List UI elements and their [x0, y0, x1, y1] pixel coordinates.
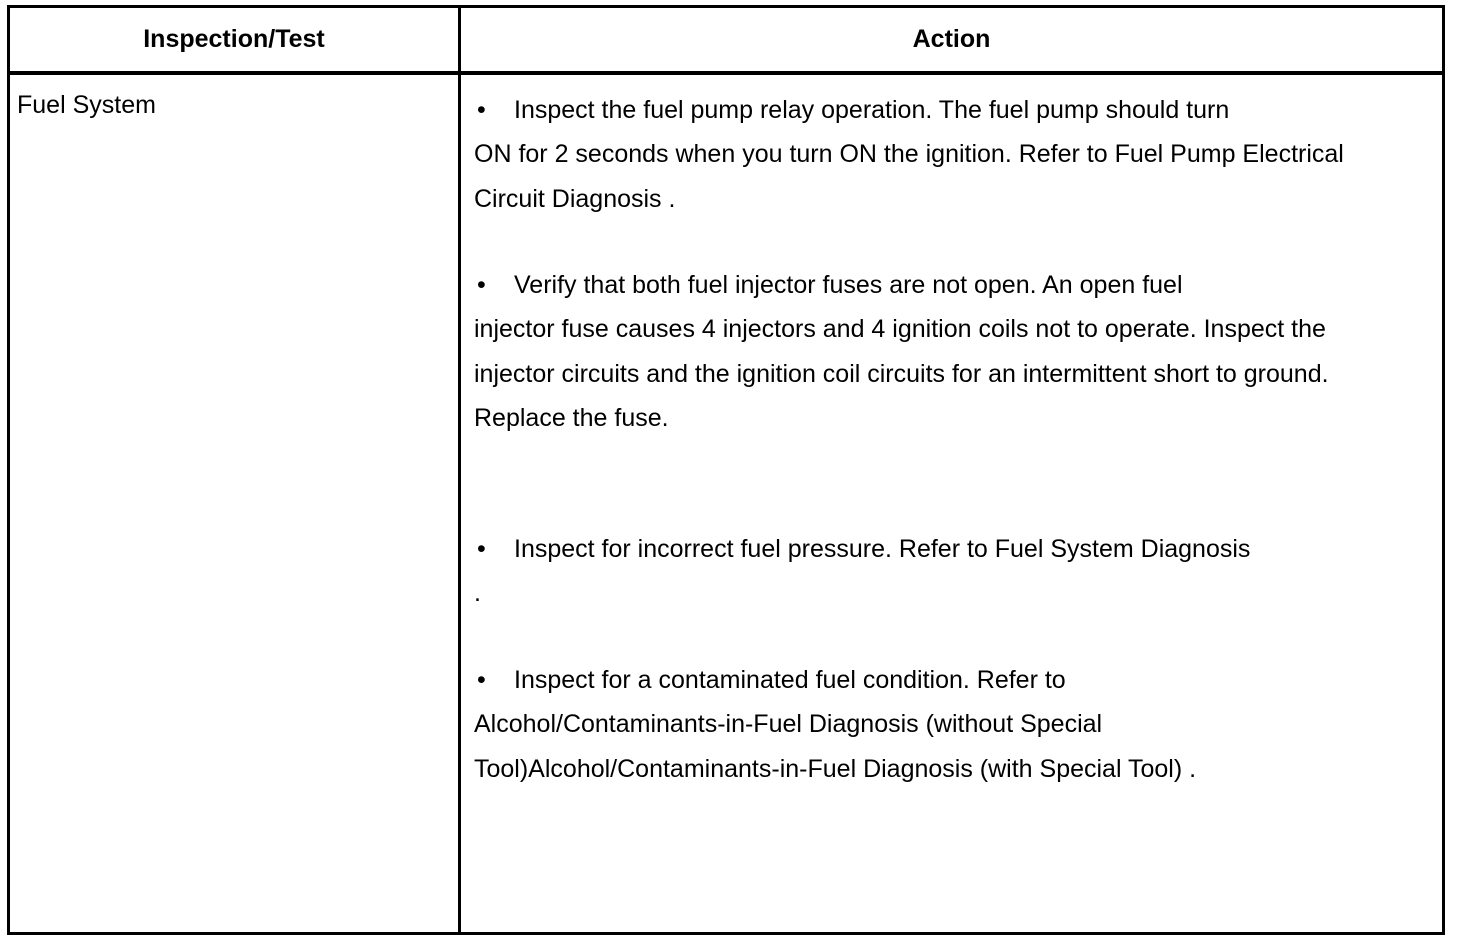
action-text-rest: Alcohol/Contaminants-in-Fuel Diagnosis (without Special Tool)Alcohol/Contaminants-in-Fuel Diagnosis (with Special Tool) .	[474, 710, 1197, 783]
bullet-icon: •	[477, 96, 486, 124]
inspection-cell: Fuel System	[17, 91, 156, 119]
action-text-rest: ON for 2 seconds when you turn ON the ignition. Refer to Fuel Pump Electrical Circuit Diagnosis .	[474, 140, 1344, 213]
action-text-first-line: Inspect for a contaminated fuel condition. Refer to	[514, 666, 1066, 694]
action-item	[474, 88, 1354, 221]
bullet-icon: •	[477, 535, 486, 563]
bullet-icon: •	[477, 666, 486, 694]
header-inspection-test: Inspection/Test	[143, 25, 325, 53]
column-divider	[458, 8, 461, 932]
action-text-rest: injector fuse causes 4 injectors and 4 ignition coils not to operate. Inspect the injector circuits and the ignition coil circuits for an intermittent short to ground. Replace the fuse.	[474, 315, 1329, 432]
action-text-rest: .	[474, 579, 481, 608]
header-divider	[10, 71, 1442, 75]
action-item	[474, 263, 1354, 440]
header-action: Action	[912, 25, 991, 53]
action-item	[474, 658, 1354, 791]
action-text-first-line: Inspect for incorrect fuel pressure. Refer to Fuel System Diagnosis	[514, 535, 1251, 563]
action-text-first-line: Inspect the fuel pump relay operation. The fuel pump should turn	[514, 96, 1230, 124]
action-item	[474, 527, 1354, 616]
action-text-first-line: Verify that both fuel injector fuses are not open. An open fuel	[514, 271, 1183, 299]
bullet-icon: •	[477, 271, 486, 299]
